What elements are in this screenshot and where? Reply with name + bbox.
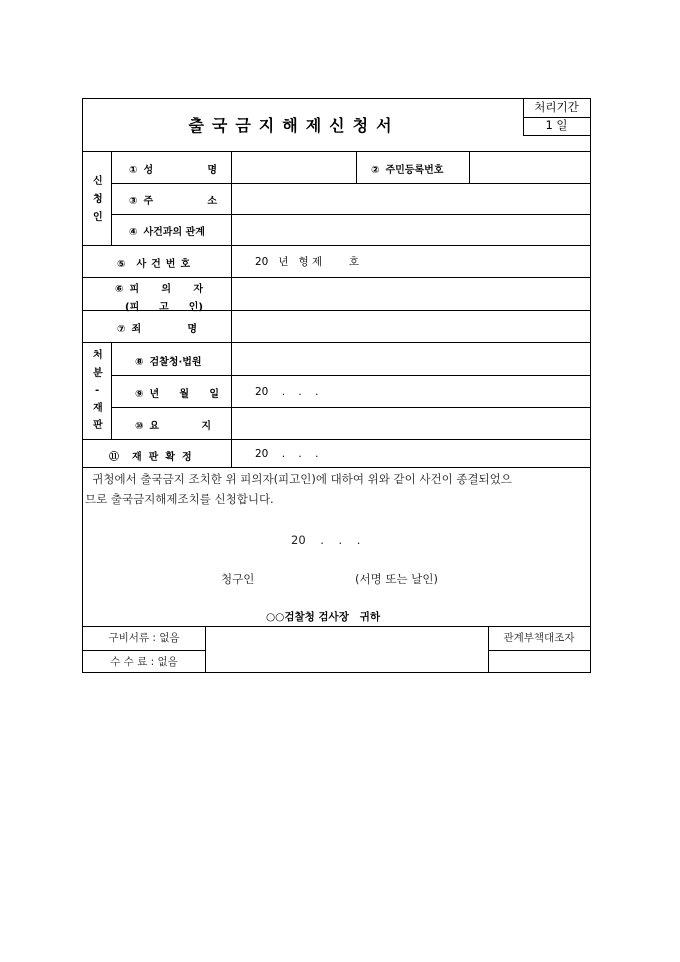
finalization-label: ⑪ 재판확정 — [109, 452, 199, 463]
signature-note: (서명 또는 날인) — [355, 572, 438, 586]
addressee: ○○검찰청 검사장 귀하 — [266, 611, 381, 623]
crime-label: ⑦ 죄 명 — [117, 324, 197, 335]
applicant-signature-label: 청구인 — [221, 572, 255, 586]
rule-disposition-bottom — [83, 439, 590, 440]
rule-office-bottom — [111, 375, 590, 376]
address-input[interactable] — [232, 184, 590, 214]
processing-period-label: 처리기간 — [534, 100, 579, 114]
suspect-input[interactable] — [232, 278, 590, 310]
date-label: ⑨ 년 월 일 — [135, 389, 219, 400]
fee: 수 수 료 : 없음 — [110, 656, 178, 668]
resident-number-label: ② 주민등록번호 — [371, 165, 444, 176]
rule-final-bottom — [83, 467, 590, 468]
rule-applicant-group-right — [111, 151, 112, 245]
applicant-signature-field[interactable] — [261, 569, 351, 589]
office-input[interactable] — [232, 343, 590, 375]
name-input[interactable] — [232, 152, 356, 183]
date-value[interactable]: 20 . . . — [255, 386, 319, 398]
case-number-label: ⑤ 사건번호 — [117, 259, 196, 270]
rule-footer-left-mid — [83, 650, 205, 651]
officer-label: 관계부책대조자 — [503, 632, 575, 644]
finalization-value[interactable]: 20 . . . — [255, 448, 319, 460]
name-label: ① 성 명 — [129, 165, 217, 176]
crime-input[interactable] — [232, 311, 590, 342]
relation-label: ④ 사건과의 관계 — [129, 227, 205, 238]
statement-line-1: 귀청에서 출국금지 조치한 위 피의자(피고인)에 대하여 위와 같이 사건이 종결되었으 — [85, 472, 512, 486]
relation-input[interactable] — [232, 215, 590, 245]
rule-applicant-bottom — [83, 245, 590, 246]
address-label: ③ 주 소 — [129, 196, 217, 207]
office-label: ⑧ 검찰청·법원 — [135, 357, 202, 368]
processing-box-bottom-border — [523, 135, 590, 136]
case-number-value[interactable]: 20 년 형 제 호 — [255, 256, 359, 268]
disposition-group-label: 처 분 - 재 판 — [93, 350, 103, 431]
statement-line-2: 므로 출국금지해제조치를 신청합니다. — [85, 492, 274, 506]
required-documents: 구비서류 : 없음 — [108, 632, 180, 644]
rule-name-value-right — [356, 151, 357, 183]
applicant-group-label: 신 청 인 — [93, 176, 103, 223]
application-form — [82, 98, 591, 673]
rule-disposition-group-right — [111, 342, 112, 439]
officer-input[interactable] — [489, 651, 590, 672]
summary-input[interactable] — [232, 408, 590, 439]
rule-statement-bottom — [83, 626, 590, 627]
suspect-label: ⑥ 피 의 자 (피 고 인) — [115, 284, 203, 313]
statement-date[interactable]: 20 . . . — [291, 533, 361, 547]
form-title: 출국금지해제신청서 — [188, 116, 400, 135]
processing-period-value: 1 일 — [545, 118, 568, 132]
resident-number-input[interactable] — [470, 152, 590, 183]
summary-label: ⑩ 요 지 — [135, 421, 211, 432]
rule-footer-left-right — [205, 626, 206, 672]
